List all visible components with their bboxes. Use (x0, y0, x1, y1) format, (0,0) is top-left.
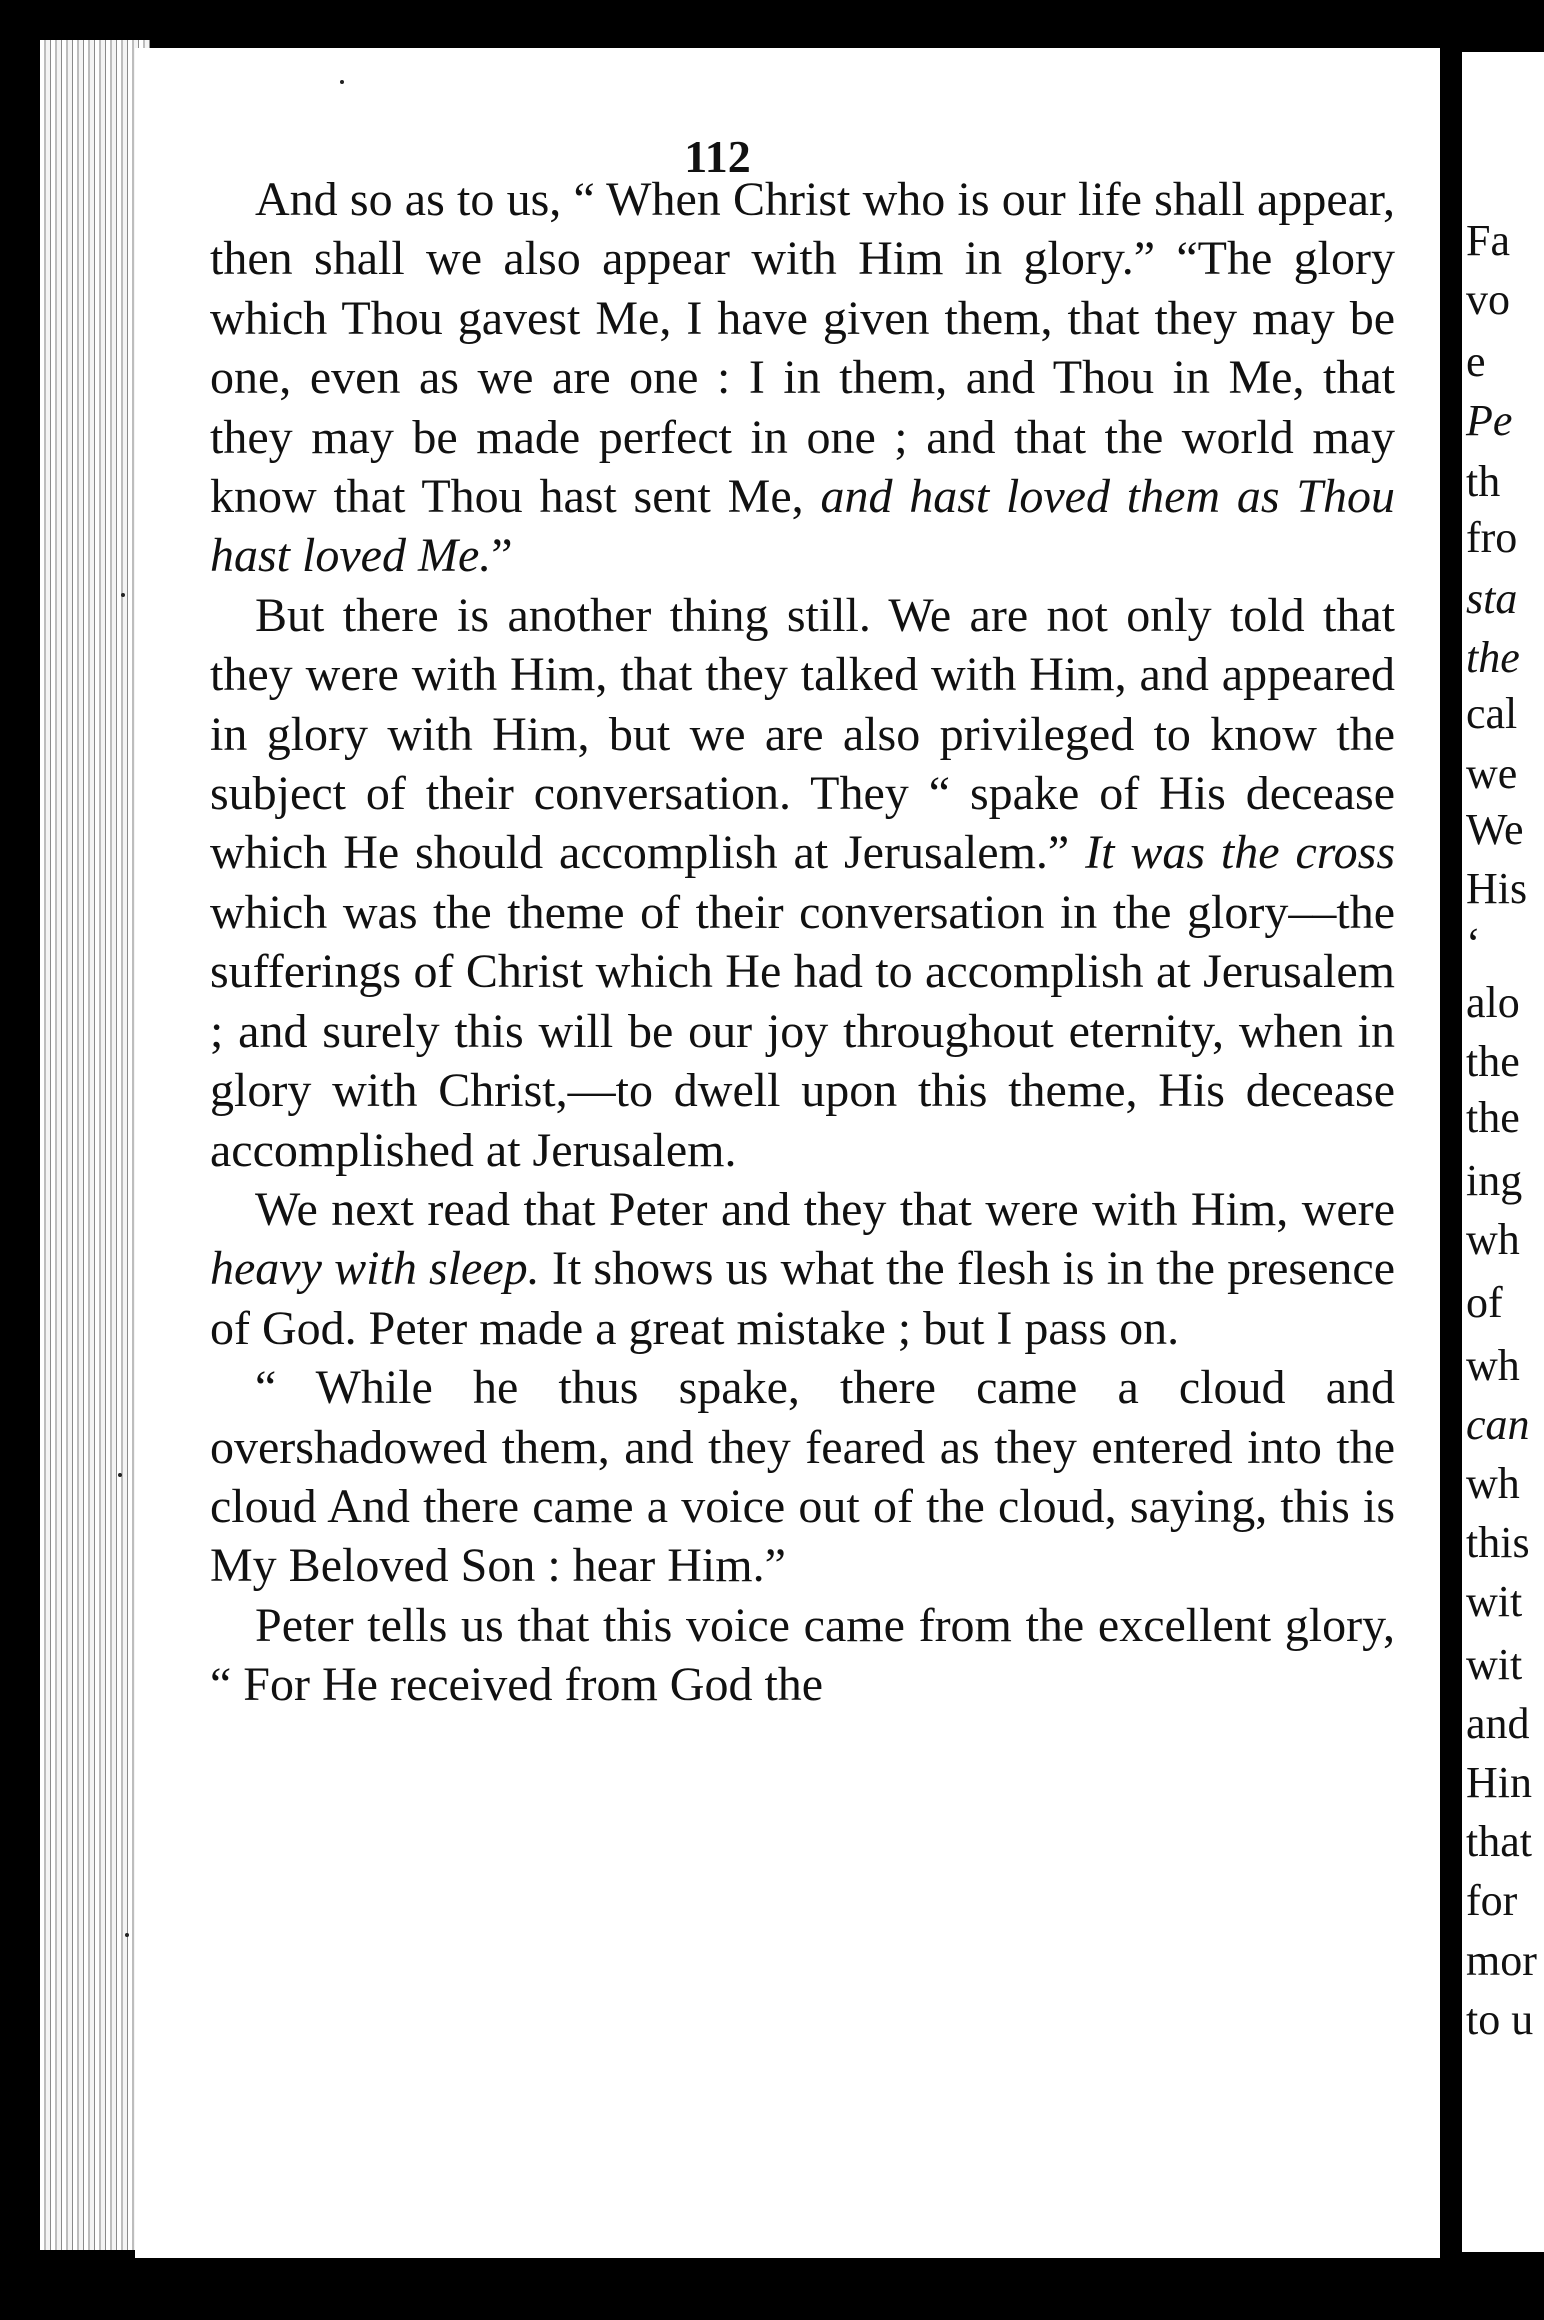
text-run: which was the theme of their conversation in the glory––the sufferings of Christ which He had to accomplish at Jerusalem ; and surely this will be our joy throughout eternity, when in glory with Christ,—to dwell upon this theme, His decease accomplished at Jerusalem. (210, 885, 1395, 1177)
text-run: “ While he thus spake, there came a cloud and overshadowed them, and they feared as they entered into the cloud And there came a voice out of the cloud, saying, this is My Beloved Son : hear Him.” (210, 1361, 1395, 1593)
facing-page-fragment: wit (1466, 1577, 1523, 1627)
facing-page-fragment: this (1466, 1518, 1530, 1568)
facing-page-fragment: of (1466, 1278, 1503, 1328)
facing-page-fragment: th (1466, 457, 1501, 507)
facing-page-fragment: Fa (1466, 215, 1510, 265)
facing-page-fragment: wh (1466, 1340, 1520, 1390)
facing-page-fragment: Hin (1466, 1757, 1532, 1807)
facing-page-fragment: e (1466, 337, 1486, 387)
facing-page-fragment: to u (1466, 1994, 1534, 2044)
facing-page-fragment: can (1466, 1399, 1530, 1449)
text-run: ” (491, 529, 513, 583)
speck (125, 1933, 129, 1937)
facing-page-fragment: for (1466, 1876, 1518, 1926)
facing-page-fragment: ing (1466, 1155, 1523, 1205)
facing-page-fragment: wh (1466, 1459, 1520, 1508)
facing-page-fragment: that (1466, 1817, 1532, 1867)
facing-page (1462, 52, 1544, 2252)
paragraph (210, 586, 1395, 1180)
page-edges (40, 40, 150, 2250)
text-run: And so as to us, “ When Christ who is our life shall appear, then shall we also appear with Him in glory.” “The glory which Thou gavest Me, I have given them, that they may be one, even as we are one : I in them, and Thou in Me, that they may be made perfect in one ; and that the world may know that Thou hast sent Me, (210, 173, 1395, 524)
facing-page-fragment: sta (1466, 573, 1518, 623)
facing-page-fragment: wit (1466, 1639, 1523, 1689)
speck (121, 593, 125, 597)
paragraph (210, 1180, 1395, 1358)
text-run: It shows us what the flesh is in the presence of God. Peter made a great mistake ; but I pass on. (210, 1242, 1395, 1355)
text-run: Peter tells us that this voice came from the excellent glory, “ For He received from God the (210, 1598, 1395, 1712)
facing-page-fragment: wh (1466, 1214, 1520, 1264)
italic-text: It was the cross (1085, 826, 1395, 880)
facing-page-fragment: the (1466, 1093, 1520, 1143)
italic-text: and hast loved them as Thou hast loved Me. (210, 470, 1396, 583)
facing-page-fragment: we (1466, 748, 1518, 798)
speck (340, 80, 344, 84)
facing-page-fragment: vo (1466, 275, 1510, 324)
speck (118, 1473, 122, 1477)
facing-page-fragment: We (1466, 804, 1524, 854)
text-run: We next read that Peter and they that were with Him, were (255, 1182, 1395, 1236)
facing-page-fragment: the (1466, 633, 1520, 683)
facing-page-fragment: fro (1466, 513, 1518, 563)
italic-text: heavy with sleep. (210, 1242, 540, 1296)
page-number: 112 (684, 131, 751, 182)
paragraph (210, 1596, 1395, 1715)
facing-page-fragment: alo (1466, 978, 1520, 1027)
facing-page-fragment: mor (1466, 1935, 1537, 1985)
text-run: But there is another thing still. We are not only told that they were with Him, that they talked with Him, and appeared in glory with Him, but we are also privileged to know the subject of their conversation. They “ spake of His decease which He should accomplish at Jerusalem.” (210, 588, 1395, 880)
body-text (210, 170, 1395, 1715)
paragraph (210, 170, 1395, 586)
facing-page-fragment: cal (1466, 689, 1518, 739)
paragraph (210, 1358, 1395, 1596)
facing-page-fragment: the (1466, 1037, 1520, 1087)
facing-page-fragment: ‘ (1466, 918, 1481, 968)
facing-page-fragment: Pe (1466, 396, 1513, 446)
facing-page-fragment: and (1466, 1698, 1530, 1748)
facing-page-fragment: His (1466, 864, 1528, 914)
